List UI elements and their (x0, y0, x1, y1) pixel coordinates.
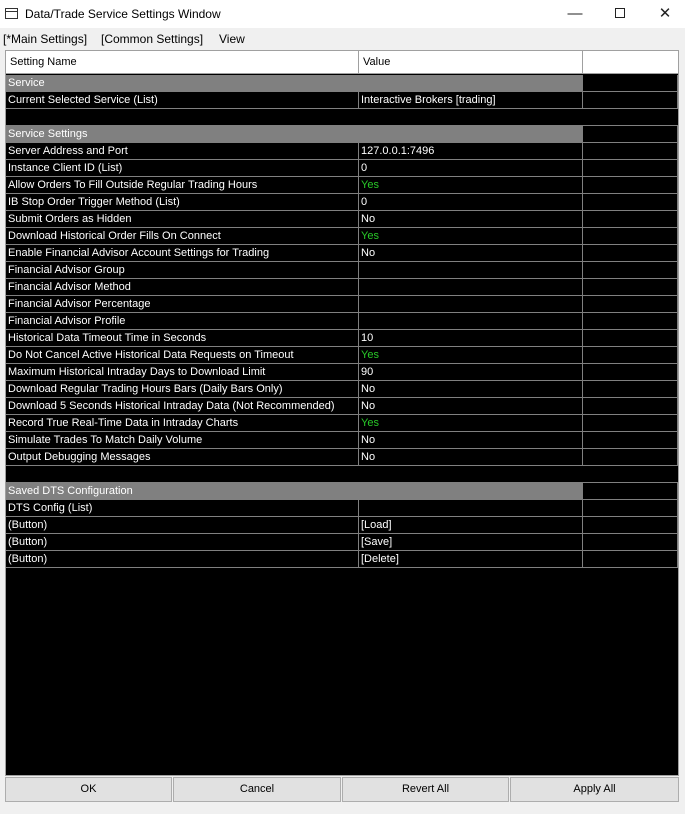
section-title: Service (6, 75, 583, 92)
close-button[interactable] (642, 0, 685, 28)
setting-name: (Button) (6, 551, 359, 568)
extra-cell (583, 109, 678, 126)
setting-value[interactable]: 90 (359, 364, 583, 381)
minimize-icon: — (567, 5, 583, 22)
button-bar (5, 777, 679, 802)
setting-name (6, 109, 359, 126)
extra-cell (583, 279, 678, 296)
extra-cell (583, 160, 678, 177)
setting-value[interactable]: Yes (359, 347, 583, 364)
setting-row[interactable] (6, 381, 678, 398)
setting-name: Simulate Trades To Match Daily Volume (6, 432, 359, 449)
extra-cell (583, 517, 678, 534)
setting-row[interactable] (6, 211, 678, 228)
setting-row[interactable] (6, 177, 678, 194)
extra-cell (583, 262, 678, 279)
extra-cell (583, 92, 678, 109)
setting-value[interactable] (359, 279, 583, 296)
extra-cell (583, 313, 678, 330)
column-header-setting-name[interactable]: Setting Name (6, 51, 359, 74)
setting-row[interactable] (6, 313, 678, 330)
setting-value[interactable]: Interactive Brokers [trading] (359, 92, 583, 109)
menu-bar (0, 29, 685, 49)
setting-name: Submit Orders as Hidden (6, 211, 359, 228)
setting-name: Allow Orders To Fill Outside Regular Trading Hours (6, 177, 359, 194)
setting-name: Record True Real-Time Data in Intraday Charts (6, 415, 359, 432)
setting-name (6, 466, 359, 483)
setting-row[interactable] (6, 398, 678, 415)
setting-name: Historical Data Timeout Time in Seconds (6, 330, 359, 347)
setting-value[interactable]: [Save] (359, 534, 583, 551)
setting-name: Do Not Cancel Active Historical Data Requests on Timeout (6, 347, 359, 364)
apply-all-button[interactable]: Apply All (510, 777, 679, 802)
extra-cell (583, 398, 678, 415)
blank-row (6, 109, 678, 126)
extra-cell (583, 177, 678, 194)
setting-row[interactable] (6, 500, 678, 517)
column-header-extra (583, 51, 678, 74)
extra-cell (583, 551, 678, 568)
setting-row[interactable] (6, 534, 678, 551)
ok-button[interactable]: OK (5, 777, 172, 802)
setting-value[interactable] (359, 296, 583, 313)
setting-row[interactable] (6, 160, 678, 177)
setting-name: Maximum Historical Intraday Days to Download Limit (6, 364, 359, 381)
blank-row (6, 466, 678, 483)
extra-cell (583, 347, 678, 364)
extra-cell (583, 211, 678, 228)
setting-value[interactable]: No (359, 211, 583, 228)
setting-row[interactable] (6, 364, 678, 381)
maximize-icon (615, 8, 625, 18)
setting-row[interactable] (6, 279, 678, 296)
extra-cell (583, 449, 678, 466)
extra-cell (583, 483, 678, 500)
menu-main-settings[interactable]: [*Main Settings] (3, 32, 88, 46)
section-header (6, 75, 678, 92)
extra-cell (583, 194, 678, 211)
close-icon: ✕ (658, 5, 672, 22)
extra-cell (583, 432, 678, 449)
setting-row[interactable] (6, 517, 678, 534)
setting-name: (Button) (6, 517, 359, 534)
section-header (6, 483, 678, 500)
setting-name: Server Address and Port (6, 143, 359, 160)
extra-cell (583, 415, 678, 432)
setting-row[interactable] (6, 194, 678, 211)
setting-value[interactable]: 0 (359, 194, 583, 211)
extra-cell (583, 143, 678, 160)
grid-header (6, 51, 678, 74)
setting-name: Financial Advisor Profile (6, 313, 359, 330)
section-header (6, 126, 678, 143)
setting-name: DTS Config (List) (6, 500, 359, 517)
setting-row[interactable] (6, 296, 678, 313)
setting-value[interactable] (359, 313, 583, 330)
setting-name: Download Regular Trading Hours Bars (Daily Bars Only) (6, 381, 359, 398)
extra-cell (583, 126, 678, 143)
setting-name: Financial Advisor Method (6, 279, 359, 296)
setting-name: Financial Advisor Percentage (6, 296, 359, 313)
extra-cell (583, 534, 678, 551)
setting-value[interactable]: 0 (359, 160, 583, 177)
setting-row[interactable] (6, 347, 678, 364)
extra-cell (583, 381, 678, 398)
setting-row[interactable] (6, 415, 678, 432)
setting-value[interactable]: [Load] (359, 517, 583, 534)
setting-value[interactable]: No (359, 381, 583, 398)
column-header-value[interactable]: Value (359, 51, 583, 74)
setting-value (359, 109, 583, 126)
setting-value[interactable]: No (359, 432, 583, 449)
window-title: Data/Trade Service Settings Window (25, 7, 221, 21)
extra-cell (583, 330, 678, 347)
extra-cell (583, 466, 678, 483)
section-title: Saved DTS Configuration (6, 483, 583, 500)
extra-cell (583, 364, 678, 381)
menu-common-settings[interactable]: [Common Settings] (101, 32, 204, 46)
setting-value[interactable] (359, 262, 583, 279)
maximize-button[interactable] (597, 0, 643, 28)
setting-row[interactable] (6, 449, 678, 466)
setting-value[interactable]: No (359, 245, 583, 262)
setting-value[interactable]: 127.0.0.1:7496 (359, 143, 583, 160)
setting-value[interactable]: No (359, 398, 583, 415)
extra-cell (583, 228, 678, 245)
minimize-button[interactable] (552, 0, 598, 28)
setting-value (359, 466, 583, 483)
setting-row[interactable] (6, 143, 678, 160)
setting-value[interactable]: Yes (359, 415, 583, 432)
setting-name: Download Historical Order Fills On Connect (6, 228, 359, 245)
setting-name: IB Stop Order Trigger Method (List) (6, 194, 359, 211)
setting-row[interactable] (6, 92, 678, 109)
window-icon (5, 8, 18, 19)
setting-name: Enable Financial Advisor Account Settings for Trading (6, 245, 359, 262)
setting-row[interactable] (6, 551, 678, 568)
setting-name: Download 5 Seconds Historical Intraday Data (Not Recommended) (6, 398, 359, 415)
title-bar (0, 0, 685, 28)
extra-cell (583, 500, 678, 517)
setting-name: (Button) (6, 534, 359, 551)
setting-value[interactable]: Yes (359, 228, 583, 245)
cancel-button[interactable]: Cancel (173, 777, 341, 802)
settings-grid (5, 50, 679, 776)
setting-row[interactable] (6, 432, 678, 449)
revert-all-button[interactable]: Revert All (342, 777, 509, 802)
extra-cell (583, 245, 678, 262)
setting-value[interactable]: [Delete] (359, 551, 583, 568)
setting-name: Current Selected Service (List) (6, 92, 359, 109)
setting-row[interactable] (6, 262, 678, 279)
extra-cell (583, 75, 678, 92)
setting-value[interactable]: Yes (359, 177, 583, 194)
setting-value[interactable]: 10 (359, 330, 583, 347)
setting-value[interactable] (359, 500, 583, 517)
setting-name: Output Debugging Messages (6, 449, 359, 466)
setting-value[interactable]: No (359, 449, 583, 466)
setting-row[interactable] (6, 330, 678, 347)
setting-name: Financial Advisor Group (6, 262, 359, 279)
menu-view[interactable]: View (219, 32, 245, 46)
setting-row[interactable] (6, 245, 678, 262)
section-title: Service Settings (6, 126, 583, 143)
setting-name: Instance Client ID (List) (6, 160, 359, 177)
setting-row[interactable] (6, 228, 678, 245)
extra-cell (583, 296, 678, 313)
